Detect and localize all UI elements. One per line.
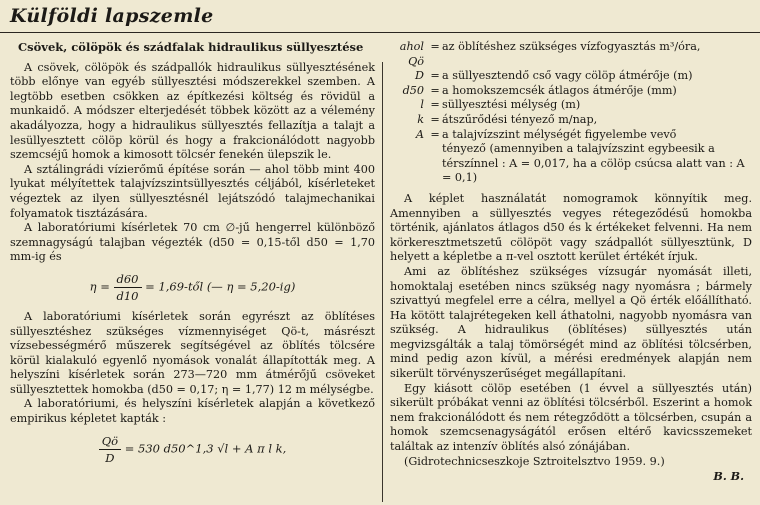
definition-equals: = xyxy=(430,40,440,53)
right-column xyxy=(390,40,752,484)
definition-text: a süllyesztendő cső vagy cölöp átmérője (m) xyxy=(442,69,693,83)
paragraph: A sztálingrádi vízierőmű építése során — ahol több mint 400 lyukat mélyítettek talajvízszintsüllyesztés céljából, kísérleteket végeztek az ilyen süllyesztésnél lejátszódó talajmechanikai folyamatok tisztázására. xyxy=(10,162,375,220)
article-title: Csövek, cölöpök és szádfalak hidraulikus süllyesztése xyxy=(18,40,364,54)
definition-text: az öblítéshez szükséges vízfogyasztás m³/óra, xyxy=(442,40,701,53)
definition-text: a homokszemcsék átlagos átmérője (mm) xyxy=(442,83,677,97)
definition-row xyxy=(390,98,752,113)
formula-numerator: d60 xyxy=(114,271,142,288)
author-signature: B. B. xyxy=(713,469,744,484)
paragraph: A laboratóriumi kísérletek 70 cm ∅-jű hengerrel különböző szemnagyságú talajban végezték (d50 = 0,15-től d50 = 1,70 mm-ig és xyxy=(10,221,375,264)
left-column xyxy=(10,40,375,472)
formula-fraction xyxy=(114,271,142,304)
section-title: Külföldi lapszemle xyxy=(10,5,214,27)
formula-numerator: Qö xyxy=(99,433,121,450)
definition-equals: = xyxy=(430,69,440,83)
column-divider xyxy=(382,62,383,502)
paragraph: A laboratóriumi, és helyszíni kísérletek alapján a következő empirikus képletet kapták : xyxy=(10,397,375,426)
definition-symbol: k xyxy=(417,112,424,126)
definition-row xyxy=(390,128,752,143)
definition-symbol: l xyxy=(420,98,424,112)
definition-symbol: A xyxy=(415,127,424,141)
formula-fraction xyxy=(99,433,121,466)
definition-text: a talajvízszint mélységét figyelembe vevő xyxy=(442,127,677,141)
formula-denominator: D xyxy=(105,450,115,465)
definition-text: süllyesztési mélység (m) xyxy=(442,98,581,112)
definition-row xyxy=(390,40,752,69)
formula-eta xyxy=(10,271,375,304)
header-rule xyxy=(0,32,760,33)
definition-row xyxy=(390,84,752,99)
definition-symbol: d50 xyxy=(402,83,424,97)
definition-symbol: D xyxy=(415,69,424,83)
definition-equals: = xyxy=(430,127,440,141)
paragraph: A csövek, cölöpök és szádpallók hidraulikus süllyesztésének több előnye van egyéb süllyesztési módszerekkel szemben. A legtöbb esetben csökken az építkezési költség és rövidül a munkaidő. A módszer elterjedését többek között az a vélemény akadályozza, hogy a hidraulikus süllyesztés fellazítja a talajt a lesüllyesztett cölöp körül és hogy a frakcionálódott nagyobb szemcséjű homok a kimosott tölcsér fenekén ülepszik le. xyxy=(10,60,375,162)
formula-empirical xyxy=(10,433,375,466)
definition-symbol: ahol Qö xyxy=(399,40,424,68)
formula-rhs: = 530 d50^1,3 √l + A π l k, xyxy=(124,441,287,456)
formula-rhs: = 1,69-től (— η = 5,20-ig) xyxy=(145,279,296,294)
paragraph: A képlet használatát nomogramok könnyítik meg. Amennyiben a süllyesztés vegyes rétegeződésű homokba történik, ajánlatos átlagos d50 és k értékeket felvenni. Ha nem körkeresztmetszetű cölöpöt vagy szádpallót süllyesztünk, D helyett a képletbe a π-vel osztott kerület értékét írjuk. xyxy=(390,191,752,264)
definition-continuation: tényező (amennyiben a talajvízszint egybeesik a térszínnel : A = 0,017, ha a cölöp csúcsa alatt van : A = 0,1) xyxy=(442,142,745,185)
formula-lhs: η = xyxy=(89,279,110,294)
paragraph: Egy kiásott cölöp esetében (1 évvel a süllyesztés után) sikerült próbákat venni az öblítési tölcsérből. Eszerint a homok nem frakcionálódott és nem rétegződött a tölcsérben, csupán a homok szemcsenagyságától erősen eltérő kavicsszemeket találtak az intenzív öblítés alsó zónájában. xyxy=(390,381,752,454)
definition-row xyxy=(390,69,752,84)
definition-text: átszűrődési tényező m/nap, xyxy=(442,112,598,126)
definition-equals: = xyxy=(430,112,440,126)
formula-denominator: d10 xyxy=(116,288,139,303)
definition-equals: = xyxy=(430,98,440,112)
definition-equals: = xyxy=(430,83,440,97)
definition-row xyxy=(390,113,752,128)
source-citation: (Gidrotechnicseszkoje Sztroitelsztvo 1959. 9.) xyxy=(404,454,665,468)
paragraph: Ami az öblítéshez szükséges vízsugár nyomását illeti, homoktalaj esetében nincs szükség nagy nyomásra ; bármely szivattyú megfelel erre a célra, mellyel a Qö érték előállítható. Ha kötött talajrétegeken kell áthatolni, nagyobb nyomásra van szükség. A hidraulikus (öblítéses) süllyesztés után megvizsgálták a talaj tömörségét mind az öblítési tölcsérben, mind pedig azon kívül, a mérési eredmények alapján nem sikerült törvényszerűséget megállapítani. xyxy=(390,264,752,381)
paragraph: A laboratóriumi kísérletek során egyrészt az öblítéses süllyesztéshez szükséges vízmennyiséget Qö-t, másrészt vízsebességmérő műszerek segítségével az öblítés tölcsére körül kialakuló egyenlő nyomások vonalát állapították meg. A helyszíni kísérletek során 273—720 mm átmérőjű csöveket süllyesztettek homokba (d50 = 0,17; η = 1,77) 12 m mélységbe. xyxy=(10,309,375,396)
